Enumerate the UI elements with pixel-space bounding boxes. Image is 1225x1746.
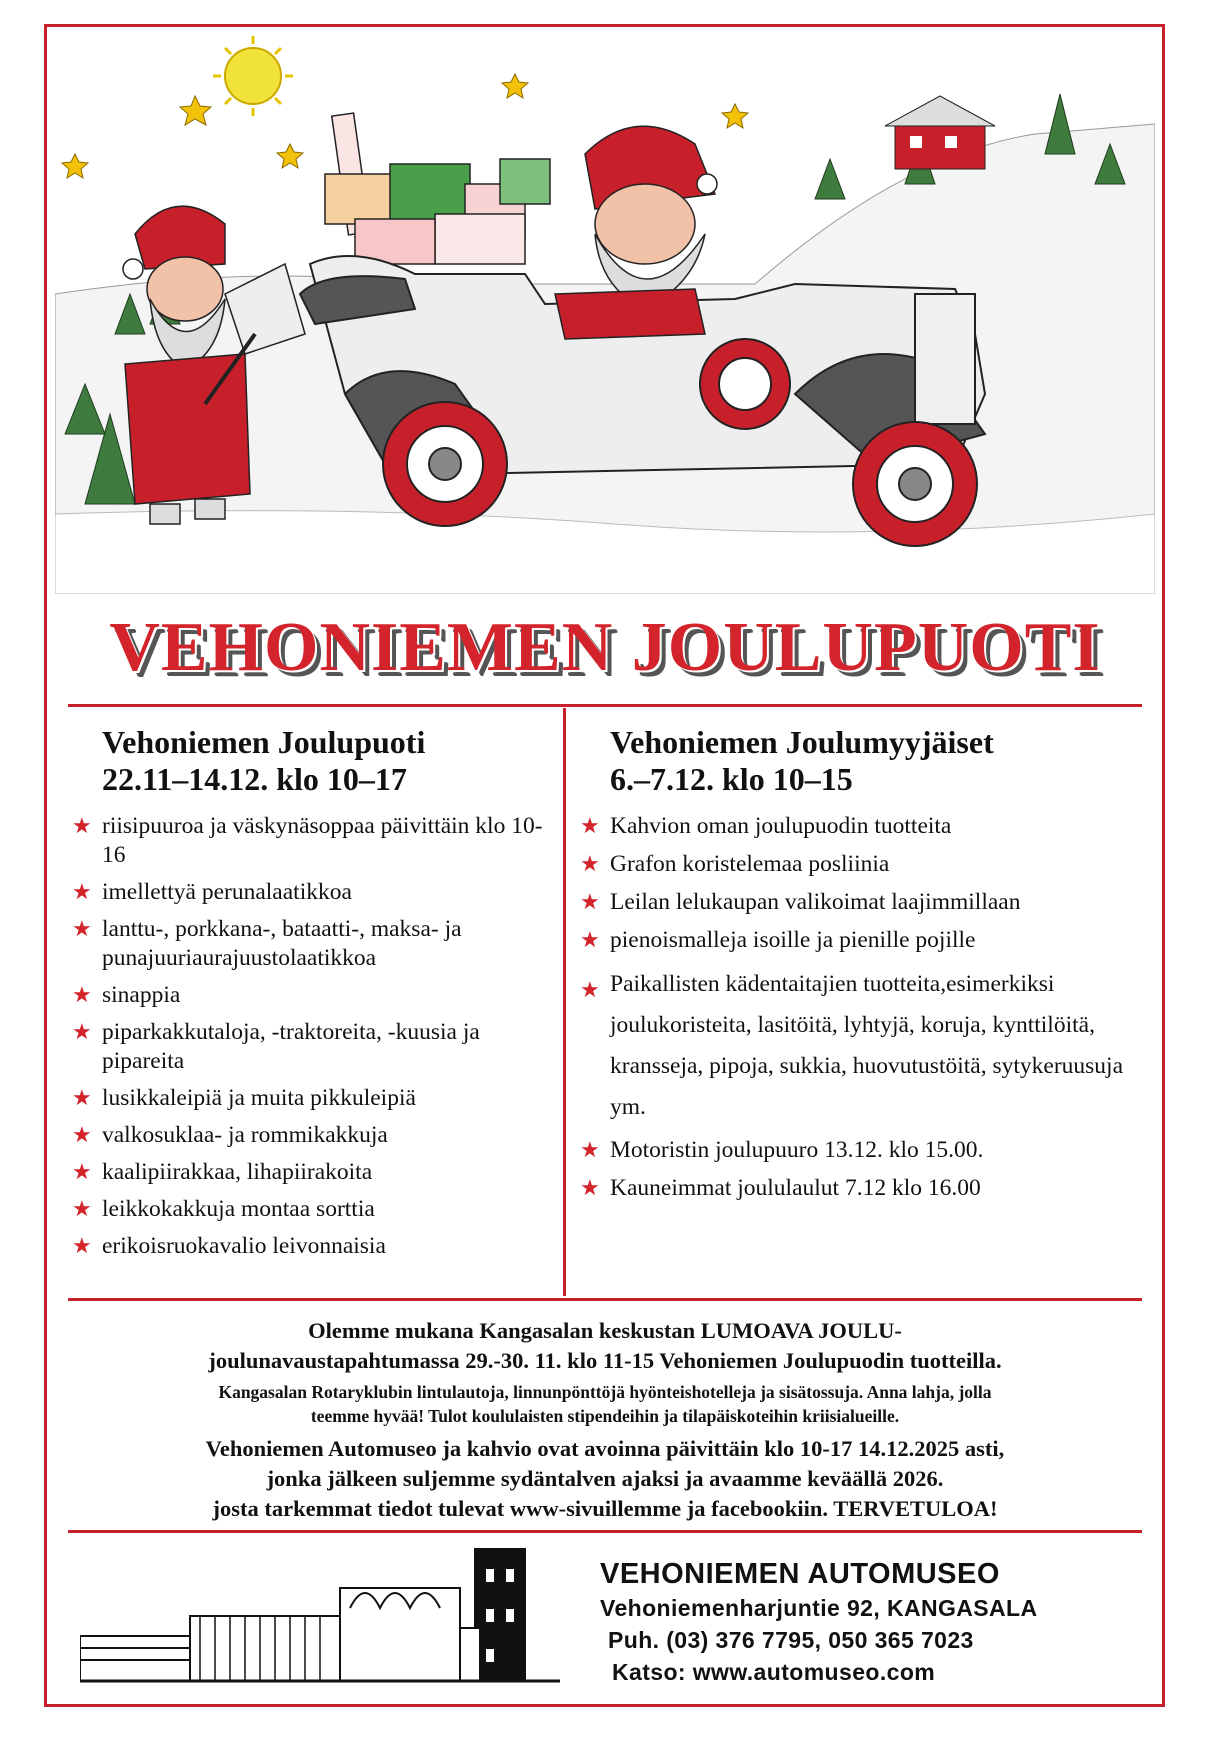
star-bullet-icon: ★ — [580, 852, 600, 877]
star-bullet-icon: ★ — [72, 917, 92, 942]
santa-car-illustration — [55, 34, 1155, 594]
contact-block — [600, 1556, 1038, 1688]
star-bullet-icon: ★ — [580, 928, 600, 953]
list-item: ★ piparkakkutaloja, -traktoreita, -kuusia ja pipareita — [72, 1019, 480, 1074]
star-bullet-icon: ★ — [72, 1234, 92, 1259]
list-item: ★ Motoristin joulupuuro 13.12. klo 15.00. — [580, 1137, 984, 1163]
phone-number: Puh. (03) 376 7795, 050 365 7023 — [608, 1627, 974, 1653]
star-bullet-icon: ★ — [72, 1197, 92, 1222]
star-bullet-icon: ★ — [580, 1176, 600, 1201]
list-item: ★ pienoismalleja isoille ja pienille pojille — [580, 927, 976, 953]
divider-top — [68, 704, 1142, 707]
star-bullet-icon: ★ — [72, 1086, 92, 1111]
museum-building-icon — [80, 1548, 580, 1686]
list-item: ★ Paikallisten kädentaitajien tuotteita,esimerkiksi joulukoristeita, lasitöitä, lyhtyjä, koruja, kynttilöitä, kransseja, pipoja, sukkia, huovutustöitä, sytykeruusuja ym. — [580, 971, 1124, 1120]
star-bullet-icon: ★ — [580, 1138, 600, 1163]
info-block — [68, 1316, 1142, 1524]
opening-hours-text: Vehoniemen Automuseo ja kahvio ovat avoinna päivittäin klo 10-17 14.12.2025 asti, jonka jälkeen suljemme sydäntalven ajaksi ja avaamme keväällä 2026. josta tarkemmat tiedot tulevat www-sivuillemme ja facebookiin. TERVETULOA! — [205, 1436, 1005, 1521]
list-item: ★ erikoisruokavalio leivonnaisia — [72, 1233, 386, 1259]
joulupuoti-column — [70, 724, 552, 1269]
red-house-icon — [885, 96, 995, 169]
joulumyyjaiset-column — [578, 724, 1148, 1212]
list-item: ★ lanttu-, porkkana-, bataatti-, maksa- ja punajuuriaurajuustolaatikkoa — [72, 916, 462, 971]
star-bullet-icon: ★ — [580, 978, 600, 1003]
list-item: ★ Grafon koristelemaa posliinia — [580, 851, 890, 877]
product-list — [70, 812, 552, 1261]
website-link[interactable]: Katso: www.automuseo.com — [612, 1659, 936, 1685]
event-list — [578, 812, 1148, 1203]
main-headline: VEHONIEMEN JOULUPUOTI — [109, 609, 1101, 686]
sun-icon — [213, 36, 293, 116]
santa-driver-icon — [555, 126, 717, 339]
star-bullet-icon: ★ — [72, 1020, 92, 1045]
list-item: ★ imellettyä perunalaatikkoa — [72, 879, 352, 905]
list-item: ★ lusikkaleipiä ja muita pikkuleipiä — [72, 1085, 416, 1111]
star-bullet-icon: ★ — [580, 890, 600, 915]
divider-bottom — [68, 1530, 1142, 1533]
list-item: ★ Leilan lelukaupan valikoimat laajimmillaan — [580, 889, 1021, 915]
column-title: Vehoniemen Joulupuoti 22.11–14.12. klo 10–17 — [102, 724, 426, 797]
divider-middle — [68, 1298, 1142, 1301]
star-bullet-icon: ★ — [72, 1160, 92, 1185]
star-bullet-icon: ★ — [72, 1123, 92, 1148]
list-item: ★ kaalipiirakkaa, lihapiirakoita — [72, 1159, 373, 1185]
list-item: ★ Kauneimmat joululaulut 7.12 klo 16.00 — [580, 1175, 981, 1201]
star-bullet-icon: ★ — [72, 983, 92, 1008]
list-item: ★ riisipuuroa ja väskynäsoppaa päivittäin klo 10-16 — [72, 813, 543, 868]
list-item: ★ valkosuklaa- ja rommikakkuja — [72, 1122, 388, 1148]
star-bullet-icon: ★ — [72, 814, 92, 839]
star-bullet-icon: ★ — [72, 880, 92, 905]
list-item: ★ Kahvion oman joulupuodin tuotteita — [580, 813, 952, 839]
star-bullet-icon: ★ — [580, 814, 600, 839]
list-item: ★ leikkokakkuja montaa sorttia — [72, 1196, 375, 1222]
address: Vehoniemenharjuntie 92, KANGASALA — [600, 1595, 1038, 1621]
column-title: Vehoniemen Joulumyyjäiset 6.–7.12. klo 10–15 — [610, 724, 994, 797]
museum-name: VEHONIEMEN AUTOMUSEO — [600, 1558, 1000, 1590]
rotary-text: Kangasalan Rotaryklubin lintulautoja, linnunpönttöjä hyönteishotelleja ja sisätossuja. Anna lahja, jolla teemme hyvää! Tulot koululaisten stipendeihin ja tilapäiskoteihin kriisialueille. — [218, 1382, 992, 1426]
divider-vertical — [563, 708, 566, 1296]
lumoava-joulu-text: Olemme mukana Kangasalan keskustan LUMOAVA JOULU- joulunavaustapahtumassa 29.-30. 11. klo 11-15 Vehoniemen Joulupuodin tuotteilla. — [208, 1318, 1002, 1373]
list-item: ★ sinappia — [72, 982, 181, 1008]
